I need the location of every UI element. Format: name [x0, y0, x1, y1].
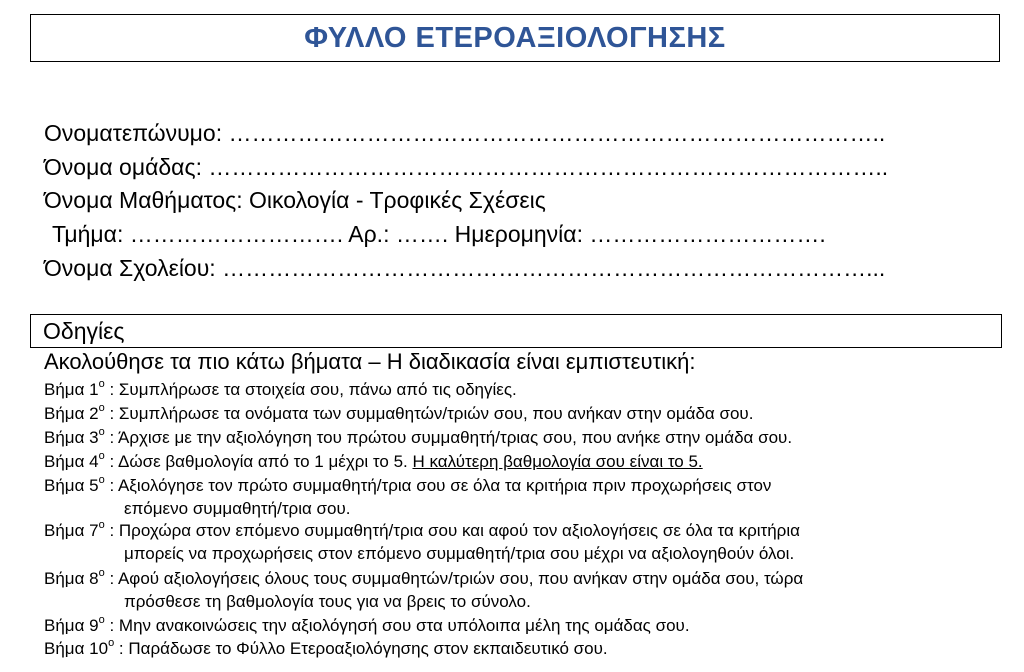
step-text: : Προχώρα στον επόμενο συμμαθητή/τρια σου και αφού τον αξιολογήσεις σε όλα τα κριτήρια — [104, 521, 800, 540]
step-text: : Άρχισε με την αξιολόγηση του πρώτου συμμαθητή/τριας σου, που ανήκε στην ομάδα σου. — [104, 428, 793, 447]
step-text: : Μην ανακοινώσεις την αξιολόγησή σου στα υπόλοιπα μέλη της ομάδας σου. — [104, 616, 690, 635]
step-label: Βήμα 8 — [44, 569, 99, 588]
step-item — [44, 567, 803, 613]
step-ordinal: ο — [98, 450, 105, 462]
step-text: : Δώσε βαθμολογία από το 1 μέχρι το 5. — [104, 452, 413, 471]
page-title: ΦΥΛΛΟ ΕΤΕΡΟΑΞΙΟΛΟΓΗΣΗΣ — [304, 21, 726, 54]
step-item — [44, 402, 753, 425]
step-ordinal: ο — [98, 474, 105, 486]
instructions-intro: Ακολούθησε τα πιο κάτω βήματα – Η διαδικασία είναι εμπιστευτική: — [44, 349, 696, 374]
step-text: : Αφού αξιολογήσεις όλους τους συμμαθητών/τριών σου, που ανήκαν στην ομάδα σου, τώρα — [104, 569, 804, 588]
step-item — [44, 450, 703, 473]
step-text: : Συμπλήρωσε τα στοιχεία σου, πάνω από τις οδηγίες. — [104, 380, 517, 399]
step-ordinal: ο — [98, 567, 105, 579]
group-name-field: Όνομα ομάδας: …………………………………………………………………………….. — [44, 154, 889, 180]
step-label: Βήμα 2 — [44, 404, 99, 423]
step-item — [44, 378, 517, 401]
class-date-row: Τμήμα: ………………………. Αρ.: ……. Ημερομηνία: …………………………. — [52, 221, 826, 247]
step-text: : Αξιολόγησε τον πρώτο συμμαθητή/τρια σου σε όλα τα κριτήρια πριν προχωρήσεις στον — [104, 476, 772, 495]
step-item — [44, 474, 771, 520]
title-box — [30, 14, 1000, 62]
step-item — [44, 426, 792, 449]
step-text: : Συμπλήρωσε τα ονόματα των συμμαθητών/τριών σου, που ανήκαν στην ομάδα σου. — [104, 404, 754, 423]
course-name-field: Όνομα Μαθήματος: Οικολογία - Τροφικές Σχέσεις — [44, 187, 546, 213]
school-name-field: Όνομα Σχολείου: …………………………………………………………………………... — [44, 255, 886, 281]
step-label: Βήμα 10 — [44, 639, 109, 658]
step-text-continuation: επόμενο συμμαθητή/τρια σου. — [124, 499, 351, 518]
step-ordinal: ο — [98, 378, 105, 390]
step-item — [44, 614, 690, 637]
instructions-heading-box — [30, 314, 1002, 348]
step-label: Βήμα 4 — [44, 452, 99, 471]
step-label: Βήμα 5 — [44, 476, 99, 495]
step-label: Βήμα 1 — [44, 380, 99, 399]
step-ordinal: ο — [98, 614, 105, 626]
step-text: : Παράδωσε το Φύλλο Ετεροαξιολόγησης στον εκπαιδευτικό σου. — [114, 639, 608, 658]
step-label: Βήμα 7 — [44, 521, 99, 540]
step-label: Βήμα 9 — [44, 616, 99, 635]
instructions-heading: Οδηγίες — [43, 318, 125, 344]
step-underlined-note: Η καλύτερη βαθμολογία σου είναι το 5. — [412, 452, 703, 471]
fullname-field: Ονοματεπώνυμο: ………………………………………………………………………….. — [44, 120, 886, 146]
step-ordinal: ο — [98, 426, 105, 438]
step-item — [44, 519, 800, 565]
step-ordinal: ο — [98, 519, 105, 531]
step-text-continuation: μπορείς να προχωρήσεις στον επόμενο συμμαθητή/τρια σου μέχρι να αξιολογηθούν όλοι. — [124, 544, 795, 563]
step-item — [44, 637, 608, 660]
step-ordinal: ο — [108, 637, 115, 649]
step-text-continuation: πρόσθεσε τη βαθμολογία τους για να βρεις το σύνολο. — [124, 592, 531, 611]
step-label: Βήμα 3 — [44, 428, 99, 447]
step-ordinal: ο — [98, 402, 105, 414]
